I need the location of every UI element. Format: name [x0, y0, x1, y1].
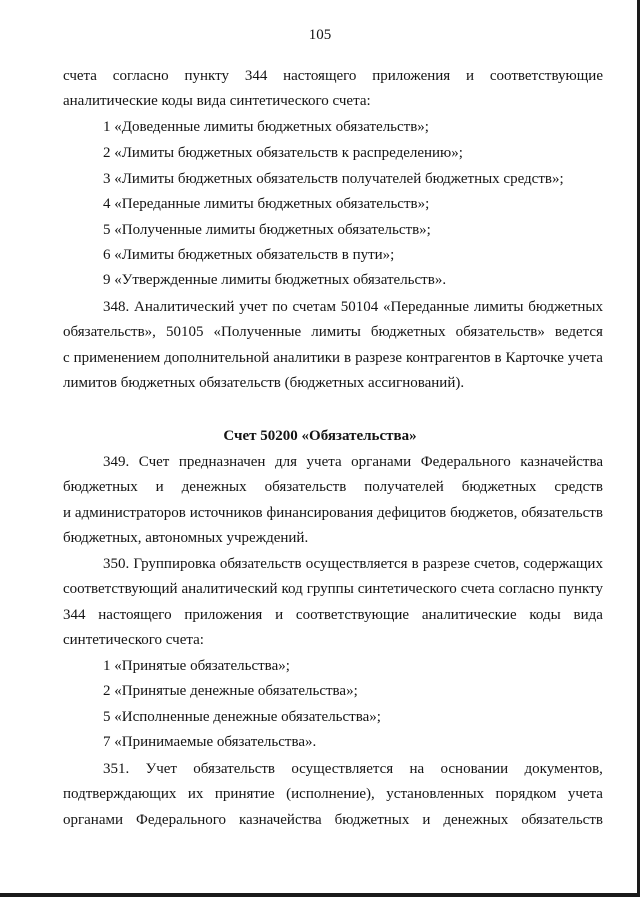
word: аналитики: [273, 350, 341, 366]
word: на: [409, 761, 425, 777]
word: счета: [63, 68, 97, 84]
word: приложения: [372, 68, 451, 84]
text-line: аналитические коды вида синтетического счета:: [63, 93, 371, 109]
word: основании: [440, 761, 509, 777]
word: и: [466, 68, 475, 84]
word: пункту: [558, 581, 603, 597]
word: соответствующие: [489, 68, 603, 84]
word: бюджетных: [528, 299, 603, 315]
word: обязательств: [193, 761, 275, 777]
word: контрагентов: [406, 350, 491, 366]
word: осуществляется: [291, 761, 394, 777]
text-line: [103, 761, 603, 777]
word: вида: [573, 607, 603, 623]
word: настоящего: [98, 607, 172, 623]
word: в: [344, 350, 352, 366]
word: 349.: [103, 454, 130, 470]
list-item: 4 «Переданные лимиты бюджетных обязательств»;: [103, 196, 430, 212]
word: соответствующие: [295, 607, 410, 623]
list-item: 2 «Принятые денежные обязательства»;: [103, 683, 358, 699]
word: 351.: [103, 761, 130, 777]
word: учета: [306, 454, 342, 470]
word: содержащих: [523, 556, 603, 572]
word: синтетического: [357, 581, 457, 597]
list-item: 5 «Исполненные денежные обязательства»;: [103, 709, 381, 725]
word: бюджетных: [461, 479, 537, 495]
word: их: [187, 786, 204, 802]
word: дефицитов: [377, 505, 447, 521]
word: учета: [567, 350, 603, 366]
word: обязательств»,: [63, 324, 156, 340]
word: обязательств: [219, 556, 302, 572]
word: порядком: [495, 786, 557, 802]
text-line: [63, 350, 603, 366]
list-item: 6 «Лимиты бюджетных обязательств в пути»;: [103, 247, 395, 263]
word: согласно: [498, 581, 555, 597]
word: счета: [460, 581, 495, 597]
list-item: 2 «Лимиты бюджетных обязательств к распределению»;: [103, 145, 463, 161]
word: коды: [529, 607, 561, 623]
word: приложения: [184, 607, 263, 623]
word: денежных: [443, 812, 509, 828]
word: Карточке: [505, 350, 564, 366]
word: обязательств: [521, 505, 603, 521]
word: разрезе: [422, 556, 470, 572]
text-line: [63, 581, 603, 597]
word: ведется: [554, 324, 603, 340]
word: настоящего: [283, 68, 357, 84]
word: учет: [239, 299, 268, 315]
list-item: 3 «Лимиты бюджетных обязательств получателей бюджетных средств»;: [103, 171, 564, 187]
word: код: [281, 581, 303, 597]
word: бюджетных: [370, 324, 446, 340]
word: и: [275, 607, 284, 623]
word: Федерального: [135, 812, 227, 828]
word: и: [422, 812, 431, 828]
word: 348.: [103, 299, 130, 315]
word: применением: [73, 350, 161, 366]
word: источников: [189, 505, 263, 521]
word: согласно: [112, 68, 169, 84]
word: группы: [306, 581, 354, 597]
word: получателей: [364, 479, 444, 495]
text-line: [63, 324, 603, 340]
list-item: 1 «Принятые обязательства»;: [103, 658, 290, 674]
word: с: [63, 350, 70, 366]
text-line: [63, 68, 603, 84]
word: органами: [351, 454, 412, 470]
word: 50104: [340, 299, 379, 315]
word: 350.: [103, 556, 130, 572]
word: учета: [567, 786, 603, 802]
section-heading: Счет 50200 «Обязательства»: [223, 428, 417, 444]
word: 50105: [165, 324, 204, 340]
word: подтверждающих: [63, 786, 177, 802]
word: Учет: [145, 761, 177, 777]
page-number: 105: [308, 27, 332, 43]
text-line: синтетического счета:: [63, 632, 204, 648]
word: пункту: [184, 68, 229, 84]
word: в: [411, 556, 419, 572]
word: «Переданные: [383, 299, 470, 315]
list-item: 7 «Принимаемые обязательства».: [103, 734, 317, 750]
word: финансирования: [266, 505, 374, 521]
list-item: 9 «Утвержденные лимиты бюджетных обязательств».: [103, 272, 447, 288]
word: Счет: [138, 454, 170, 470]
list-item: 5 «Полученные лимиты бюджетных обязательств»;: [103, 222, 431, 238]
word: аналитический: [181, 581, 278, 597]
word: бюджетных: [63, 479, 138, 495]
text-line: бюджетных, автономных учреждений.: [63, 530, 309, 546]
word: «Полученные: [213, 324, 302, 340]
word: предназначен: [178, 454, 266, 470]
word: по: [272, 299, 288, 315]
word: и: [63, 505, 72, 521]
word: лимиты: [473, 299, 524, 315]
word: документов,: [524, 761, 603, 777]
word: лимиты: [311, 324, 361, 340]
word: обязательств»: [455, 324, 545, 340]
word: обязательств: [264, 479, 347, 495]
word: дополнительной: [164, 350, 270, 366]
word: Группировка: [133, 556, 216, 572]
word: бюджетов,: [450, 505, 518, 521]
text-line: [63, 505, 603, 521]
word: разрезе: [355, 350, 403, 366]
word: казначейства: [520, 454, 603, 470]
word: установленных: [386, 786, 485, 802]
word: средств: [554, 479, 603, 495]
word: счетам: [292, 299, 336, 315]
word: обязательств: [521, 812, 603, 828]
text-line: [103, 299, 603, 315]
word: Федерального: [420, 454, 511, 470]
list-item: 1 «Доведенные лимиты бюджетных обязательств»;: [103, 119, 429, 135]
word: и: [155, 479, 164, 495]
text-line: [63, 607, 603, 623]
word: счетов,: [473, 556, 520, 572]
word: соответствующий: [63, 581, 178, 597]
word: аналитические: [421, 607, 517, 623]
text-line: лимитов бюджетных обязательств (бюджетных ассигнований).: [63, 375, 465, 391]
word: осуществляется: [305, 556, 408, 572]
text-line: [63, 479, 603, 495]
word: для: [274, 454, 297, 470]
word: денежных: [181, 479, 247, 495]
word: администраторов: [74, 505, 186, 521]
word: казначейства: [238, 812, 322, 828]
scan-edge-bottom: [0, 893, 640, 897]
text-line: [103, 556, 603, 572]
word: органами: [63, 812, 124, 828]
word: 344: [244, 68, 268, 84]
word: бюджетных: [334, 812, 410, 828]
word: Аналитический: [134, 299, 235, 315]
word: принятие: [214, 786, 275, 802]
word: в: [494, 350, 502, 366]
word: (исполнение),: [286, 786, 375, 802]
word: 344: [63, 607, 86, 623]
text-line: [103, 454, 603, 470]
text-line: [63, 812, 603, 828]
text-line: [63, 786, 603, 802]
